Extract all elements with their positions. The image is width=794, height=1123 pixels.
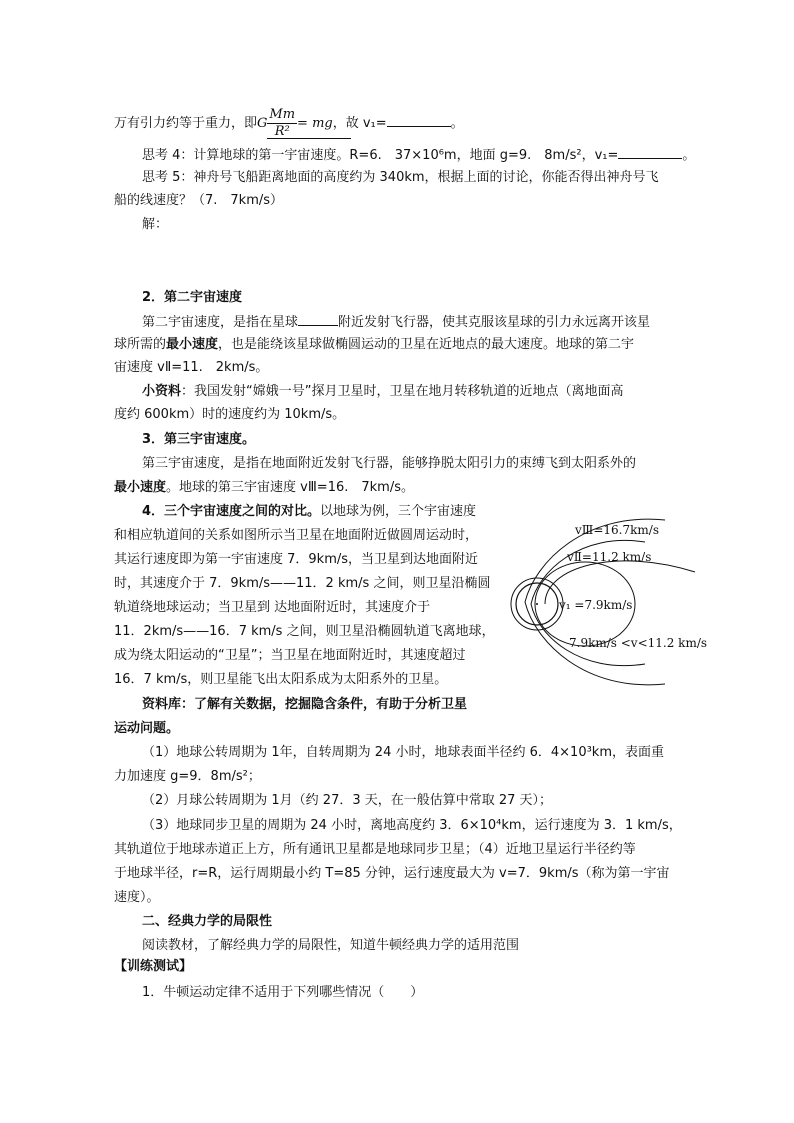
comparison-line-4: 轨道绕地球运动；当卫星到 达地面附近时，其速度介于	[114, 600, 431, 615]
formula-denominator: R²	[274, 124, 290, 139]
comparison-line-6: 成为绕太阳运动的“卫星”；当卫星在地面附近时，其速度超过	[114, 648, 466, 663]
resources-heading-a: 资料库：了解有关数据，挖掘隐含条件，有助于分析卫星	[142, 697, 468, 712]
label-v1: v₁ =7.9km/s	[559, 598, 633, 612]
second-p2-b: ，也是能绕该星球做椭圆运动的卫星在近地点的最大速度。地球的第二宇	[218, 337, 635, 352]
resource-item1-a: （1）地球公转周期为 1年，自转周期为 24 小时，地球表面半径约 6．4×10³km，表面重	[142, 745, 664, 760]
earth-center-dot	[536, 603, 538, 605]
orbit-diagram	[505, 512, 725, 692]
resources-heading-b: 运动问题。	[114, 721, 180, 736]
think4-text: 思考 4：计算地球的第一宇宙速度。R=6. 37×10⁶m，地面 g=9. 8m/s²，v₁=	[142, 148, 619, 163]
answer-blank-planet[interactable]	[298, 313, 338, 326]
resource-item3-b: 其轨道位于地球赤道正上方，所有通讯卫星都是地球同步卫星；（4）近地卫星运行半径约等	[114, 842, 636, 857]
comparison-line-7: 16．7 km/s，则卫星能飞出太阳系成为太阳系外的卫星。	[114, 672, 448, 687]
gravity-intro-text: 万有引力约等于重力，即	[114, 116, 258, 131]
gravity-equation-line	[114, 106, 464, 142]
formula-rhs: = mg	[297, 116, 333, 131]
second-velocity-p2	[114, 336, 634, 354]
training-heading: 【训练测试】	[114, 959, 193, 974]
second-p2-a: 球所需的	[114, 337, 167, 352]
info-label: 小资料	[142, 384, 182, 399]
second-p2-bold: 最小速度	[166, 337, 219, 352]
third-velocity-p2	[114, 479, 414, 497]
think5-line-b: 船的线速度？（7. 7km/s）	[114, 193, 284, 208]
resource-item3-d: 速度）。	[114, 890, 160, 905]
third-p2-bold: 最小速度	[114, 480, 167, 495]
info-text-a: ：我国发射“嫦娥一号”探月卫星时，卫星在地月转移轨道的近地点（离地面高	[181, 384, 624, 399]
resource-item3-a: （3）地球同步卫星的周期为 24 小时，离地高度约 3．6×10⁴km，运行速度为 3．1 km/s，	[142, 818, 682, 833]
gravity-tail-text: ，故 v₁=	[332, 116, 387, 131]
resource-item2: （2）月球公转周期为 1月（约 27．3 天，在一般估算中常取 27 天）；	[142, 793, 553, 808]
formula-numerator: Mm	[269, 107, 296, 122]
second-velocity-p1	[142, 313, 650, 332]
third-velocity-p1: 第三宇宙速度，是指在地面附近发射飞行器，能够挣脱太阳引力的束缚飞到太阳系外的	[142, 456, 637, 471]
comparison-heading: 4．三个宇宙速度之间的对比。	[142, 504, 321, 519]
label-range: 7.9km/s <v<11.2 km/s	[569, 636, 708, 650]
answer-blank-v1[interactable]	[387, 114, 451, 127]
comparison-line-3: 时，其速度介于 7．9km/s——11．2 km/s 之间，则卫星沿椭圆	[114, 576, 491, 591]
think4-line	[142, 146, 695, 165]
label-v3: vⅢ=16.7km/s	[575, 523, 659, 537]
formula-underline	[267, 138, 351, 139]
second-velocity-p3: 宙速度 vⅡ=11. 2km/s。	[114, 360, 269, 375]
third-p2-text: 。地球的第三宇宙速度 vⅢ=16. 7km/s。	[166, 480, 414, 495]
think4-end-punct: 。	[682, 148, 696, 163]
third-velocity-heading: 3．第三宇宙速度。	[142, 432, 256, 447]
classical-p1: 阅读教材，了解经典力学的局限性，知道牛顿经典力学的适用范围	[142, 938, 520, 953]
second-velocity-heading: 2．第二宇宙速度	[142, 290, 243, 305]
resource-item1-b: 力加速度 g=9．8m/s²；	[114, 769, 261, 784]
formula-fraction	[267, 107, 297, 140]
comparison-line-1: 和相应轨道间的关系如图所示当卫星在地面附近做圆周运动时，	[114, 528, 479, 543]
info-line-a	[142, 383, 624, 401]
second-p1-b: 附近发射飞行器，使其克服该星球的引力永远离开该星	[338, 315, 651, 330]
formula-g: G	[257, 116, 268, 131]
comparison-text-0: 以地球为例，三个宇宙速度	[320, 504, 477, 519]
training-question-1: 1．牛顿运动定律不适用于下列哪些情况（ ）	[142, 985, 424, 1000]
comparison-line-2: 其运行速度即为第一宇宙速度 7．9km/s，当卫星到达地面附近	[114, 552, 479, 567]
think5-line-a: 思考 5：神舟号飞船距离地面的高度约为 340km，根据上面的讨论，你能否得出神舟号飞	[142, 170, 659, 185]
classical-heading: 二、经典力学的局限性	[142, 914, 273, 929]
comparison-line-5: 11．2km/s——16．7 km/s 之间，则卫星沿椭圆轨道飞离地球，	[114, 624, 495, 639]
second-p1-a: 第二宇宙速度，是指在星球	[142, 315, 299, 330]
comparison-line-0	[142, 503, 476, 521]
info-line-b: 度约 600km）时的速度约为 10km/s。	[114, 407, 346, 422]
solution-label: 解：	[142, 217, 169, 232]
answer-blank-think4[interactable]	[618, 146, 682, 159]
label-v2: vⅡ=11.2 km/s	[567, 550, 652, 564]
gravity-end-punct: 。	[450, 116, 464, 131]
resource-item3-c: 于地球半径，r=R，运行周期最小约 T=85 分钟，运行速度最大为 v=7．9km/s（称为第一宇宙	[114, 866, 670, 881]
